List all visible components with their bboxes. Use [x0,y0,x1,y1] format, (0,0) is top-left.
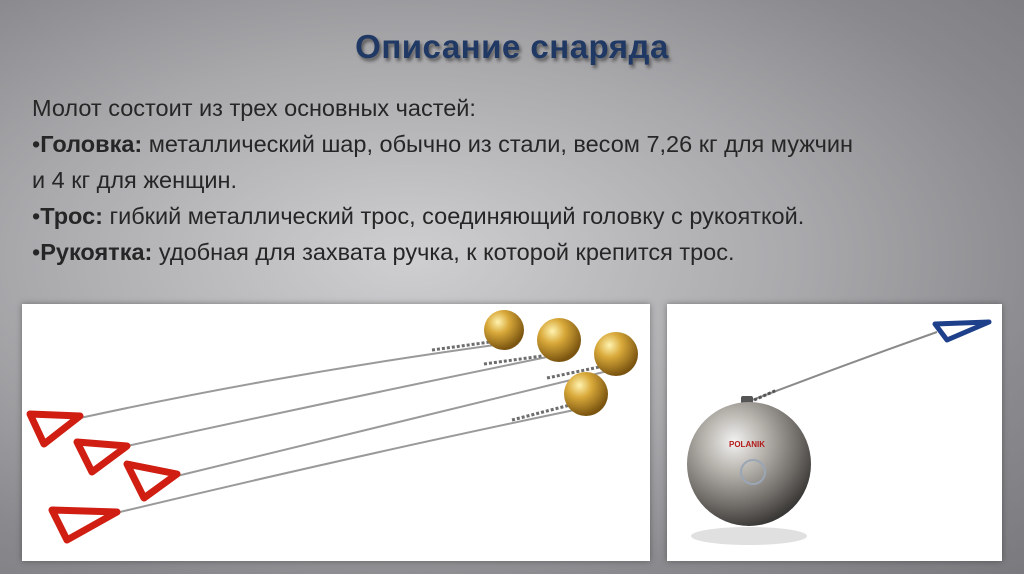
hammer-head [564,372,608,416]
hammers-photo [22,304,650,561]
handle-shape [52,510,117,540]
bullet-marker: • [32,239,41,265]
bullet-term-head: Головка: [40,131,143,157]
bullet-marker: • [32,203,41,229]
slide-body [32,90,1002,270]
handle-shape [30,414,80,444]
handle-shape [127,464,177,498]
bullet-term-cable: Трос: [40,203,103,229]
bullet-cable [32,198,1002,234]
bullet-term-handle: Рукоятка: [40,239,153,265]
slide-title: Описание снаряда [355,28,669,65]
handle-shape [935,322,989,340]
brand-mark: POLANIK [729,440,765,449]
cable-line [120,408,584,512]
handle-shape [77,442,127,472]
hammer-head [687,402,811,526]
cable-line [80,344,502,418]
bullet-text-handle: удобная для захвата ручка, к которой крепится трос. [152,239,735,265]
bullet-text-cable: гибкий металлический трос, соединяющий головку с рукояткой. [103,203,805,229]
hammer-head [537,318,581,362]
steel-hammer-illustration [667,304,1002,561]
bullet-text-head: металлический шар, обычно из стали, весом 7,26 кг для мужчин [142,131,854,157]
bullet-head [32,126,1002,162]
bullet-handle [32,234,1002,270]
hammer-head [594,332,638,376]
hammer-head [484,310,524,350]
bullet-marker: • [32,131,41,157]
steel-hammer-photo [667,304,1002,561]
hammers-illustration [22,304,650,561]
intro-text: Молот состоит из трех основных частей: [32,95,476,121]
bullet-head-cont: и 4 кг для женщин. [32,167,238,193]
